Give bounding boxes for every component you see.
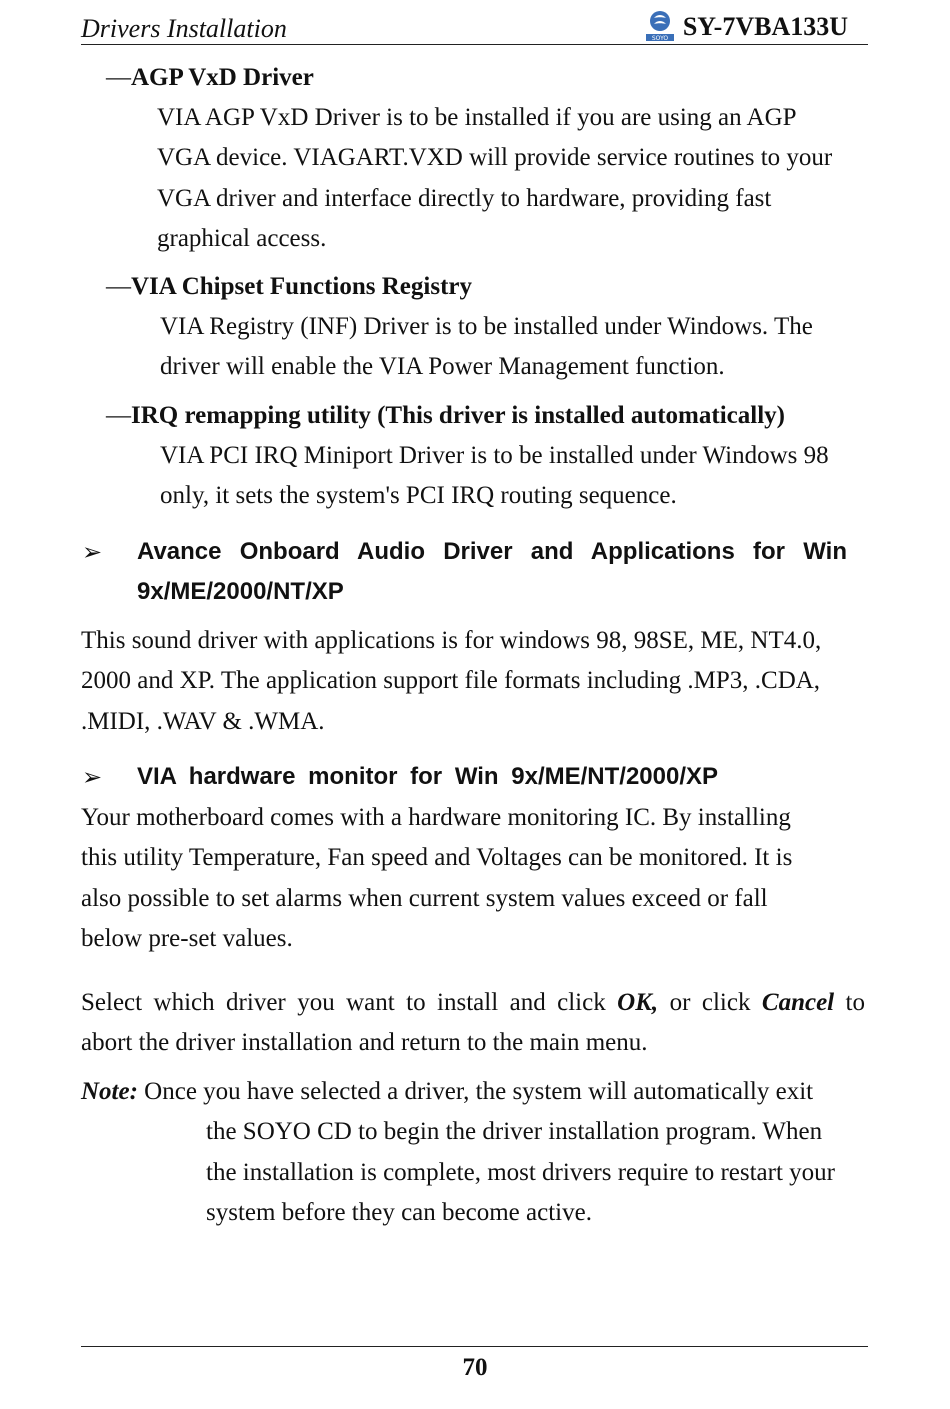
subsection-title-irq: —IRQ remapping utility (This driver is installed automatically)	[106, 402, 785, 429]
subsection-body-irq: VIA PCI IRQ Miniport Driver is to be installed under Windows 98 only, it sets the system's PCI IRQ routing sequence.	[160, 442, 829, 510]
cancel-keyword: Cancel	[761, 989, 835, 1016]
section-title-audio: Avance Onboard Audio Driver and Applications for Win 9x/ME/2000/NT/XP	[137, 538, 847, 605]
note-label: Note:	[81, 1078, 138, 1105]
note-paragraph: Note: Once you have selected a driver, the system will automatically exit the SOYO CD to begin the driver installation program. When the installation is complete, most drivers require to restart your system before they can become active.	[81, 1078, 836, 1226]
page-header	[81, 8, 868, 45]
ok-keyword: OK,	[617, 989, 659, 1016]
section-body-hwmonitor: Your motherboard comes with a hardware monitoring IC. By installing this utility Temperature, Fan speed and Voltages can be monitored. It is also possible to set alarms when current system values exceed or fall below pre-set values.	[81, 804, 793, 952]
section-body-audio: This sound driver with applications is for windows 98, 98SE, ME, NT4.0, 2000 and XP. The application support file formats including .MP3, .CDA, .MIDI, .WAV & .WMA.	[81, 627, 822, 735]
select-instruction-paragraph: Select which driver you want to install and click OK, or click Cancel to abort the driver installation and return to the main menu.	[81, 983, 865, 1064]
section-bullet-arrow-icon: ➢	[82, 763, 103, 791]
header-model-name: SY-7VBA133U	[682, 12, 848, 41]
subsection-title-registry: —VIA Chipset Functions Registry	[106, 273, 472, 300]
subsection-body-agp: VIA AGP VxD Driver is to be installed if you are using an AGP VGA device. VIAGART.VXD will provide service routines to your VGA driver and interface directly to hardware, providing fast graphical access.	[157, 104, 833, 252]
section-title-hwmonitor: VIA hardware monitor for Win 9x/ME/NT/2000/XP	[137, 763, 719, 790]
select-instruction-line: Select which driver you want to install and click OK, or click Cancel to	[81, 989, 865, 1016]
soyo-logo-icon	[643, 8, 677, 42]
subsection-title-agp: —AGP VxD Driver	[106, 64, 314, 91]
page-number: 70	[462, 1354, 488, 1381]
subsection-body-registry: VIA Registry (INF) Driver is to be installed under Windows. The driver will enable the VIA Power Management function.	[160, 313, 813, 381]
section-bullet-arrow-icon: ➢	[82, 538, 103, 566]
header-section-title: Drivers Installation	[81, 14, 287, 43]
svg-text:SOYO: SOYO	[651, 35, 669, 42]
footer-divider	[81, 1346, 868, 1347]
